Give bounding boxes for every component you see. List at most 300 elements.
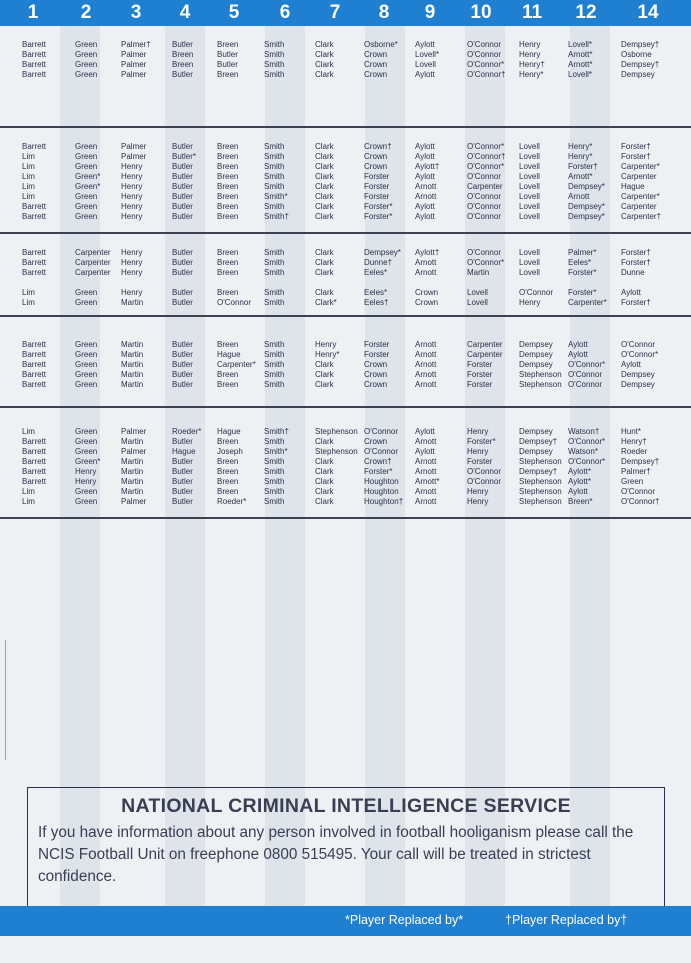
player-name: Green [75, 212, 98, 221]
player-name: Green [75, 370, 98, 379]
player-name: Barrett [22, 40, 47, 49]
player-name: Lovell [415, 60, 436, 69]
lineup-row [0, 360, 691, 370]
player-name: Green* [75, 182, 101, 191]
player-name: Eeles* [568, 258, 592, 267]
lineup-row [0, 497, 691, 507]
player-name: Arnott [415, 457, 437, 466]
player-name: Arnott [568, 192, 590, 201]
player-name: Henry [121, 268, 143, 277]
player-name: Dempsey [621, 370, 655, 379]
player-name: O'Connor [621, 340, 655, 349]
player-name: O'Connor* [621, 350, 659, 359]
player-name: Smith [264, 477, 285, 486]
lineup-row [0, 182, 691, 192]
player-name: Aylott [415, 142, 435, 151]
player-name: Crown [364, 380, 388, 389]
player-name: Lim [22, 162, 35, 171]
player-name: Smith [264, 437, 285, 446]
player-name: Breen [217, 172, 239, 181]
player-name: Lovell [519, 212, 540, 221]
player-name: Hague [217, 350, 241, 359]
lineup-row [0, 142, 691, 152]
player-name: Smith [264, 162, 285, 171]
player-name: Palmer [121, 142, 147, 151]
player-name: Arnott [415, 182, 437, 191]
player-name: Arnott [415, 258, 437, 267]
player-name: Aylott† [415, 162, 440, 171]
player-name: Henry [121, 258, 143, 267]
column-number: 10 [470, 2, 492, 23]
player-name: Stephenson [519, 457, 562, 466]
player-name: Barrett [22, 268, 47, 277]
player-name: Lim [22, 152, 35, 161]
player-name: Clark [315, 477, 334, 486]
player-name: Lovell [519, 152, 540, 161]
player-name: Breen [217, 182, 239, 191]
player-name: Clark [315, 380, 334, 389]
player-name: Clark [315, 268, 334, 277]
player-name: Stephenson [519, 497, 562, 506]
player-name: Joseph [217, 447, 243, 456]
player-name: Green [75, 437, 98, 446]
player-name: Carpenter [467, 182, 503, 191]
player-name: Dempsey* [568, 202, 605, 211]
player-name: Crown† [364, 457, 392, 466]
player-name: Breen [217, 152, 239, 161]
column-number: 6 [279, 2, 291, 23]
player-name: Arnott [415, 360, 437, 369]
ncis-notice-box [27, 787, 665, 910]
player-name: Palmer [121, 447, 147, 456]
player-name: Carpenter [467, 350, 503, 359]
lineup-row [0, 212, 691, 222]
player-name: Clark [315, 40, 334, 49]
player-name: Clark [315, 152, 334, 161]
block-divider [0, 126, 691, 128]
player-name: Barrett [22, 248, 47, 257]
column-number: 8 [378, 2, 390, 23]
player-name: Forster [364, 340, 390, 349]
player-name: O'Connor* [568, 457, 606, 466]
player-name: Arnott [415, 437, 437, 446]
player-name: Houghton [364, 477, 399, 486]
player-name: Lovell [519, 142, 540, 151]
player-name: Green* [75, 172, 101, 181]
player-name: Lovell [519, 192, 540, 201]
player-name: Palmer* [568, 248, 597, 257]
player-name: Henry [519, 298, 541, 307]
player-name: Dunne [621, 268, 645, 277]
player-name: Forster* [364, 467, 393, 476]
lineup-row [0, 70, 691, 80]
player-name: Forster† [621, 298, 651, 307]
player-name: Arnott [415, 340, 437, 349]
lineup-row [0, 192, 691, 202]
player-name: Green* [75, 457, 101, 466]
lineup-row [0, 40, 691, 50]
column-header-bar [0, 0, 691, 26]
player-name: Lovell* [568, 70, 593, 79]
player-name: Smith† [264, 212, 289, 221]
player-name: Aylott† [415, 248, 440, 257]
player-name: Houghton† [364, 497, 404, 506]
lineup-row [0, 437, 691, 447]
player-name: Clark [315, 370, 334, 379]
player-name: Breen [217, 487, 239, 496]
player-name: Barrett [22, 350, 47, 359]
player-name: Lim [22, 182, 35, 191]
player-name: Barrett [22, 477, 47, 486]
player-name: Butler* [172, 152, 197, 161]
player-name: Crown [364, 360, 388, 369]
lineup-row [0, 248, 691, 258]
player-name: Butler [172, 258, 193, 267]
player-name: Crown [364, 370, 388, 379]
player-name: Smith [264, 50, 285, 59]
player-name: Henry [121, 162, 143, 171]
lineup-row [0, 50, 691, 60]
player-name: Dempsey [519, 340, 553, 349]
player-name: Lovell [519, 268, 540, 277]
player-name: Green [75, 447, 98, 456]
player-name: Hague [217, 427, 241, 436]
player-name: Watson† [568, 427, 600, 436]
player-name: Carpenter [467, 340, 503, 349]
player-name: Palmer [121, 70, 147, 79]
player-name: Butler [172, 497, 193, 506]
lineup-row [0, 288, 691, 298]
player-name: Roeder [621, 447, 648, 456]
player-name: Crown† [364, 142, 392, 151]
player-name: Dempsey [621, 70, 655, 79]
lineup-row [0, 427, 691, 437]
player-name: Forster† [621, 152, 651, 161]
player-name: Aylott [568, 350, 588, 359]
player-name: Barrett [22, 212, 47, 221]
column-number: 9 [424, 2, 436, 23]
player-name: Butler [172, 202, 193, 211]
player-name: Green [75, 350, 98, 359]
lineup-row [0, 278, 691, 288]
player-name: Carpenter* [621, 162, 660, 171]
player-name: Forster [467, 380, 493, 389]
lineup-row [0, 380, 691, 390]
player-name: Green [75, 162, 98, 171]
player-name: Arnott [415, 380, 437, 389]
player-name: Green [75, 427, 98, 436]
player-name: Smith [264, 40, 285, 49]
player-name: Green [75, 60, 98, 69]
player-name: Forster† [568, 162, 598, 171]
player-name: Barrett [22, 457, 47, 466]
player-name: Butler [217, 50, 238, 59]
player-name: Roeder* [172, 427, 202, 436]
player-name: Dunne† [364, 258, 393, 267]
player-name: Smith [264, 350, 285, 359]
player-name: Clark [315, 497, 334, 506]
player-name: Forster* [467, 437, 496, 446]
player-name: Carpenter [75, 268, 111, 277]
player-name: Butler [172, 40, 193, 49]
player-name: Butler [172, 487, 193, 496]
player-name: Barrett [22, 142, 47, 151]
player-name: Henry [467, 427, 489, 436]
player-name: Palmer [121, 50, 147, 59]
player-name: Aylott [415, 70, 435, 79]
player-name: Lovell* [568, 40, 593, 49]
player-name: Aylott [621, 360, 641, 369]
player-name: O'Connor [217, 298, 251, 307]
player-name: Forster [467, 360, 493, 369]
player-name: Barrett [22, 467, 47, 476]
lineup-row [0, 268, 691, 278]
player-name: Lovell [519, 202, 540, 211]
player-name: Green [75, 70, 98, 79]
player-name: Forster [364, 350, 390, 359]
player-name: O'Connor [364, 427, 398, 436]
block-divider [0, 406, 691, 408]
player-name: Henry [519, 50, 541, 59]
player-name: Arnott* [415, 477, 440, 486]
player-name: Henry [121, 202, 143, 211]
player-name: Barrett [22, 360, 47, 369]
player-name: Smith [264, 467, 285, 476]
player-name: Smith [264, 268, 285, 277]
player-name: Crown [364, 152, 388, 161]
player-name: Green [75, 152, 98, 161]
player-name: Smith [264, 70, 285, 79]
player-name: Lovell [519, 182, 540, 191]
column-number: 4 [179, 2, 191, 23]
player-name: Henry [121, 288, 143, 297]
player-name: Arnott* [568, 60, 593, 69]
player-name: Lovell [519, 258, 540, 267]
player-name: Smith [264, 360, 285, 369]
player-name: Watson* [568, 447, 598, 456]
lineup-row [0, 457, 691, 467]
player-name: Barrett [22, 437, 47, 446]
player-name: Arnott [415, 370, 437, 379]
player-name: Dempsey [519, 447, 553, 456]
lineup-row [0, 298, 691, 308]
player-name: Forster* [364, 202, 393, 211]
player-name: Arnott [415, 268, 437, 277]
player-name: O'Connor [467, 172, 501, 181]
player-name: Lovell [519, 172, 540, 181]
player-name: Barrett [22, 340, 47, 349]
player-name: Arnott [415, 487, 437, 496]
column-number: 12 [575, 2, 597, 23]
player-name: Clark [315, 248, 334, 257]
player-name: Lim [22, 298, 35, 307]
player-name: Green [75, 487, 98, 496]
player-name: Lim [22, 427, 35, 436]
player-name: Henry* [315, 350, 340, 359]
player-name: Aylott [568, 487, 588, 496]
player-name: Green [75, 202, 98, 211]
player-name: Henry [467, 447, 489, 456]
player-name: Stephenson [519, 477, 562, 486]
player-name: Eeles† [364, 298, 389, 307]
player-name: O'Connor [621, 487, 655, 496]
player-name: Crown [364, 60, 388, 69]
player-name: O'Connor [519, 288, 553, 297]
player-name: Clark [315, 202, 334, 211]
footnote-star: *Player Replaced by* [345, 913, 464, 927]
player-name: O'Connor [467, 248, 501, 257]
player-name: O'Connor* [467, 162, 505, 171]
lineup-row [0, 477, 691, 487]
player-name: Butler [172, 360, 193, 369]
player-name: Smith [264, 288, 285, 297]
player-name: Palmer [121, 60, 147, 69]
player-name: Aylott [415, 202, 435, 211]
player-name: Green [75, 298, 98, 307]
player-name: Palmer† [121, 40, 151, 49]
player-name: O'Connor [467, 212, 501, 221]
player-name: Forster* [568, 288, 597, 297]
column-number: 5 [228, 2, 240, 23]
player-name: O'Connor† [467, 152, 506, 161]
player-name: Martin [121, 467, 144, 476]
player-name: Lim [22, 192, 35, 201]
lineup-row [0, 467, 691, 477]
player-name: Breen [217, 202, 239, 211]
player-name: Green [75, 360, 98, 369]
player-name: Dempsey† [621, 457, 660, 466]
player-name: Hague [172, 447, 196, 456]
player-name: Henry [121, 172, 143, 181]
block-divider [0, 232, 691, 234]
player-name: Carpenter† [621, 212, 662, 221]
lineup-row [0, 152, 691, 162]
player-name: Butler [217, 60, 238, 69]
footnote-dagger: †Player Replaced by† [505, 913, 628, 927]
player-name: Smith [264, 60, 285, 69]
player-name: Barrett [22, 447, 47, 456]
player-name: Breen [217, 192, 239, 201]
player-name: O'Connor† [621, 497, 660, 506]
column-number: 7 [329, 2, 341, 23]
player-name: Breen [217, 380, 239, 389]
player-name: Smith [264, 258, 285, 267]
player-name: Butler [172, 70, 193, 79]
player-name: O'Connor* [467, 142, 505, 151]
player-name: Arnott* [568, 50, 593, 59]
player-name: Carpenter [75, 248, 111, 257]
player-name: Henry* [519, 70, 544, 79]
player-name: Clark [315, 192, 334, 201]
column-number: 14 [637, 2, 659, 23]
player-name: Smith† [264, 427, 289, 436]
player-name: Martin [121, 477, 144, 486]
player-name: Smith [264, 497, 285, 506]
player-name: Smith [264, 182, 285, 191]
player-name: Henry* [568, 142, 593, 151]
player-name: Butler [172, 248, 193, 257]
player-name: Dempsey [519, 350, 553, 359]
player-name: Smith [264, 298, 285, 307]
player-name: Dempsey* [568, 182, 605, 191]
player-name: Lovell* [415, 50, 440, 59]
player-name: Butler [172, 350, 193, 359]
player-name: Barrett [22, 370, 47, 379]
lineup-row [0, 60, 691, 70]
player-name: Smith [264, 380, 285, 389]
player-name: Clark* [315, 298, 337, 307]
player-name: Clark [315, 288, 334, 297]
player-name: O'Connor [568, 380, 602, 389]
player-name: Breen [217, 467, 239, 476]
player-name: Henry* [568, 152, 593, 161]
block-divider [0, 315, 691, 317]
player-name: Stephenson [315, 447, 358, 456]
player-name: Breen [217, 142, 239, 151]
player-name: Clark [315, 172, 334, 181]
player-name: O'Connor* [467, 258, 505, 267]
player-name: Houghton [364, 487, 399, 496]
player-name: Green [75, 40, 98, 49]
player-name: Breen [217, 162, 239, 171]
player-name: Martin [121, 360, 144, 369]
player-name: Clark [315, 457, 334, 466]
player-name: Forster* [364, 212, 393, 221]
player-name: Green [75, 340, 98, 349]
player-name: Butler [172, 162, 193, 171]
player-name: Green [75, 288, 98, 297]
player-name: Henry [121, 182, 143, 191]
page-edge-mark [0, 640, 6, 760]
player-name: Carpenter* [217, 360, 256, 369]
player-name: Smith [264, 370, 285, 379]
player-name: Arnott [415, 192, 437, 201]
player-name: Martin [467, 268, 490, 277]
player-name: Breen [172, 50, 194, 59]
player-name: Barrett [22, 60, 47, 69]
player-name: Smith* [264, 192, 288, 201]
player-name: Butler [172, 212, 193, 221]
player-name: Clark [315, 70, 334, 79]
player-name: Lovell [467, 288, 488, 297]
player-name: Osborne [621, 50, 652, 59]
column-number: 1 [27, 2, 39, 23]
player-name: Carpenter* [621, 192, 660, 201]
player-name: Hague [621, 182, 645, 191]
lineup-row [0, 172, 691, 182]
player-name: Breen [217, 437, 239, 446]
player-name: Butler [172, 268, 193, 277]
player-name: Smith [264, 457, 285, 466]
player-name: Aylott [415, 212, 435, 221]
player-name: Smith [264, 248, 285, 257]
player-name: O'Connor* [467, 60, 505, 69]
player-name: Dempsey† [519, 467, 558, 476]
player-name: Henry [75, 467, 97, 476]
player-name: Aylott [415, 447, 435, 456]
player-name: Breen [217, 477, 239, 486]
player-name: Dempsey† [621, 40, 660, 49]
player-name: Clark [315, 212, 334, 221]
player-name: Aylott* [568, 477, 591, 486]
player-name: Crown [415, 298, 439, 307]
player-name: Henry [75, 477, 97, 486]
player-name: Aylott* [568, 467, 591, 476]
player-name: Lim [22, 497, 35, 506]
player-name: Dempsey [621, 380, 655, 389]
player-name: Forster* [568, 268, 597, 277]
column-number: 2 [80, 2, 92, 23]
